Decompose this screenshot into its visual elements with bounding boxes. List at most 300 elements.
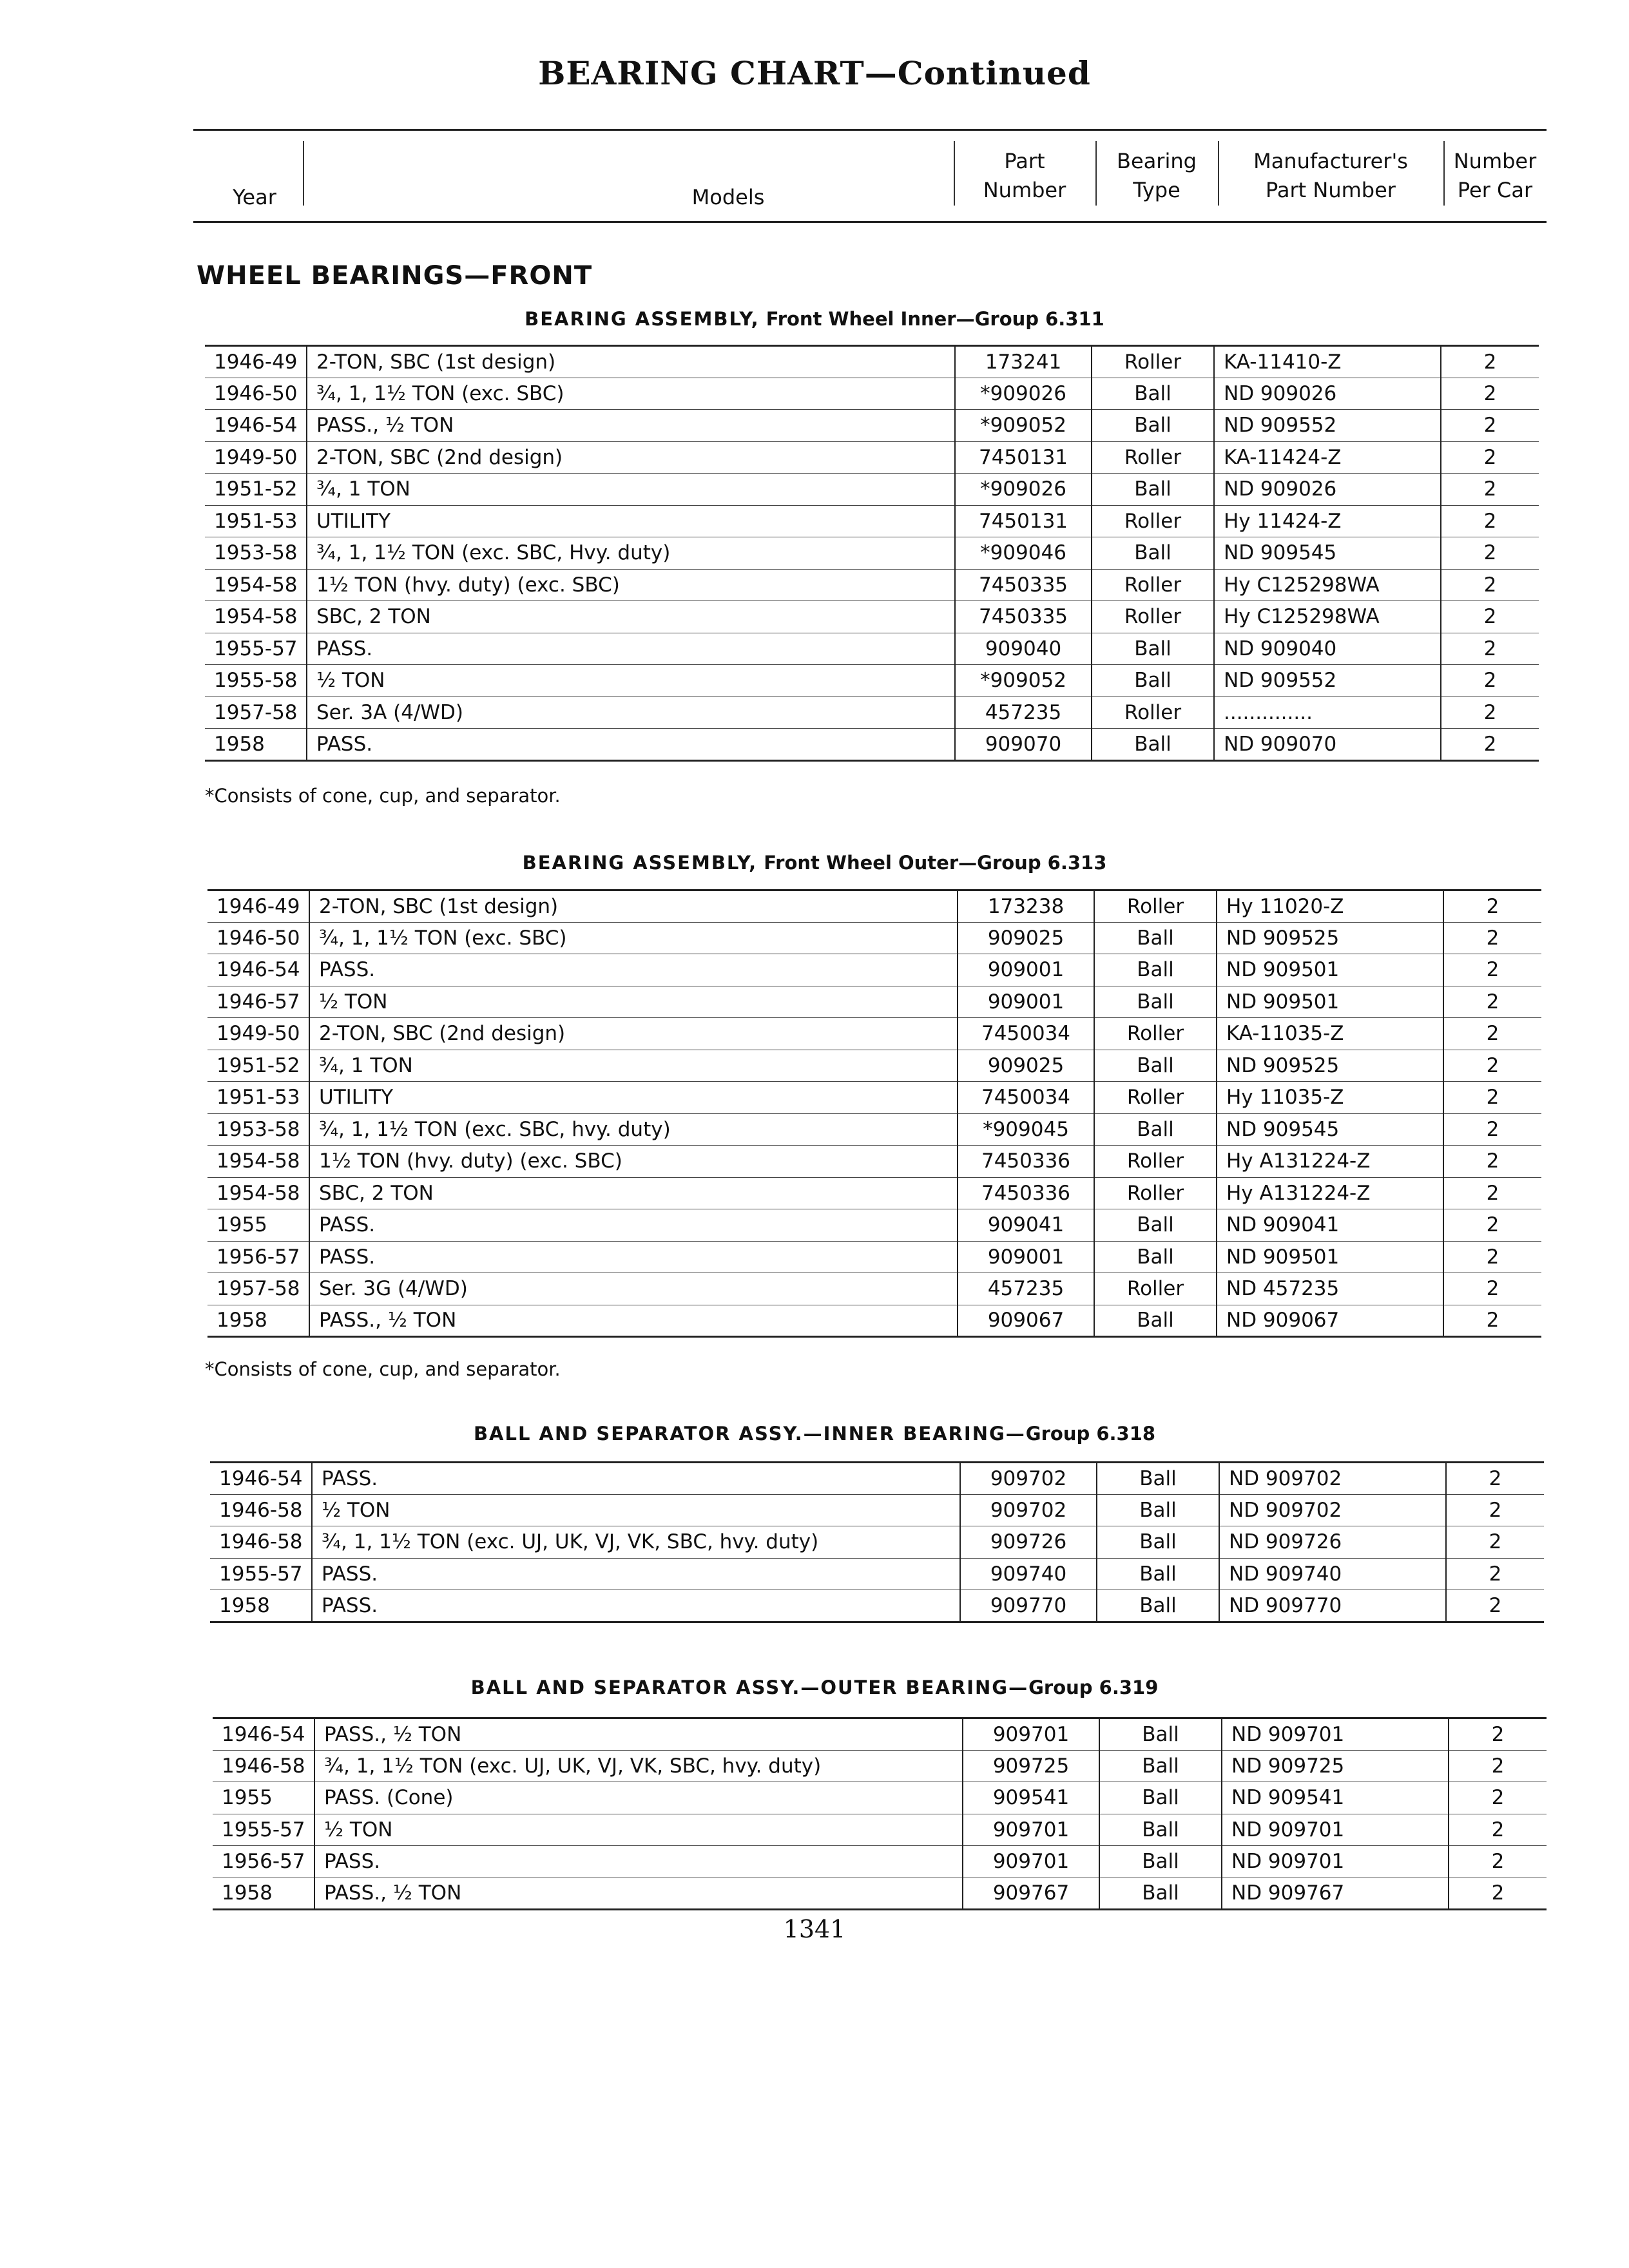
mfr-part-number-cell: ND 909552 (1214, 665, 1441, 697)
bearing-type-cell: Ball (1092, 633, 1214, 665)
number-per-car-cell: 2 (1446, 1463, 1544, 1495)
bearing-type-cell: Ball (1099, 1846, 1222, 1878)
part-number-cell: 909001 (958, 954, 1094, 986)
part-number-cell: *909046 (955, 537, 1092, 570)
number-per-car-cell: 2 (1446, 1558, 1544, 1590)
table-title-outer-ball-separator (0, 1677, 1629, 1698)
table-row (213, 1718, 1547, 1751)
table-row (205, 410, 1539, 442)
table-row (207, 1018, 1541, 1050)
number-per-car-cell: 2 (1443, 1082, 1541, 1114)
number-per-car-cell: 2 (1441, 601, 1539, 633)
year-cell: 1946-57 (207, 986, 309, 1018)
table-row (205, 697, 1539, 729)
model-cell: PASS. (312, 1558, 960, 1590)
part-number-cell: 7450335 (955, 601, 1092, 633)
part-number-cell: 7450034 (958, 1018, 1094, 1050)
year-cell: 1946-49 (207, 890, 309, 923)
table-title-caps: BEARING ASSEMBLY, (522, 852, 758, 874)
model-cell: PASS. (309, 954, 958, 986)
part-number-cell: 7450034 (958, 1082, 1094, 1114)
bearing-type-cell: Ball (1092, 378, 1214, 410)
part-number-cell: 909025 (958, 922, 1094, 954)
year-cell: 1946-50 (205, 378, 307, 410)
mfr-part-number-cell: .............. (1214, 697, 1441, 729)
model-cell: PASS. (307, 729, 955, 761)
model-cell: 1½ TON (hvy. duty) (exc. SBC) (307, 569, 955, 601)
table-title-front-outer (0, 852, 1629, 874)
year-cell: 1957-58 (205, 697, 307, 729)
bearing-type-cell: Roller (1092, 346, 1214, 378)
table-title-caps: BALL AND SEPARATOR ASSY.—INNER BEARING— (473, 1423, 1026, 1445)
number-per-car-cell: 2 (1443, 922, 1541, 954)
table-row (205, 569, 1539, 601)
part-number-cell: 173238 (958, 890, 1094, 923)
table-row (205, 346, 1539, 378)
model-cell: ¾, 1, 1½ TON (exc. SBC, hvy. duty) (309, 1113, 958, 1146)
bearing-type-cell: Ball (1099, 1782, 1222, 1814)
part-number-cell: 909040 (955, 633, 1092, 665)
model-cell: ½ TON (312, 1494, 960, 1526)
header-year: Year (233, 185, 276, 210)
year-cell: 1958 (210, 1590, 312, 1622)
table-row (207, 922, 1541, 954)
year-cell: 1946-58 (210, 1494, 312, 1526)
mfr-part-number-cell: Hy A131224-Z (1217, 1146, 1443, 1178)
mfr-part-number-cell: KA-11424-Z (1214, 441, 1441, 474)
bearing-type-cell: Roller (1094, 1273, 1217, 1305)
year-cell: 1953-58 (205, 537, 307, 570)
year-cell: 1951-53 (205, 505, 307, 537)
part-number-cell: 909701 (963, 1846, 1099, 1878)
bearing-type-cell: Ball (1094, 1113, 1217, 1146)
year-cell: 1946-54 (205, 410, 307, 442)
table-title-front-inner (0, 308, 1629, 330)
header-mfr-line2: Part Number (1266, 178, 1396, 202)
part-number-cell: *909026 (955, 474, 1092, 506)
year-cell: 1954-58 (205, 601, 307, 633)
model-cell: Ser. 3G (4/WD) (309, 1273, 958, 1305)
part-number-cell: 457235 (955, 697, 1092, 729)
part-number-cell: *909026 (955, 378, 1092, 410)
number-per-car-cell: 2 (1446, 1590, 1544, 1622)
number-per-car-cell: 2 (1449, 1718, 1547, 1751)
part-number-cell: 909001 (958, 986, 1094, 1018)
table-row (205, 474, 1539, 506)
model-cell: PASS., ½ TON (314, 1878, 963, 1910)
mfr-part-number-cell: ND 909740 (1219, 1558, 1446, 1590)
model-cell: PASS. (307, 633, 955, 665)
table-row (213, 1846, 1547, 1878)
number-per-car-cell: 2 (1443, 1241, 1541, 1273)
number-per-car-cell: 2 (1443, 1305, 1541, 1337)
page-title: BEARING CHART—Continued (538, 54, 1091, 92)
table-row (210, 1526, 1544, 1559)
model-cell: PASS., ½ TON (314, 1718, 963, 1751)
year-cell: 1946-54 (213, 1718, 314, 1751)
bearing-type-cell: Ball (1092, 474, 1214, 506)
part-number-cell: 909740 (960, 1558, 1097, 1590)
bearing-type-cell: Ball (1094, 986, 1217, 1018)
bearing-type-cell: Ball (1094, 1241, 1217, 1273)
table-row (205, 505, 1539, 537)
bearing-table-inner-ball-separator (210, 1461, 1544, 1623)
mfr-part-number-cell: KA-11035-Z (1217, 1018, 1443, 1050)
model-cell: ½ TON (314, 1814, 963, 1846)
mfr-part-number-cell: Hy C125298WA (1214, 569, 1441, 601)
number-per-car-cell: 2 (1443, 1050, 1541, 1082)
bearing-type-cell: Ball (1094, 954, 1217, 986)
bearing-type-cell: Ball (1097, 1590, 1219, 1622)
table-row (205, 665, 1539, 697)
header-mfr-part-number (1218, 131, 1443, 221)
number-per-car-cell: 2 (1441, 569, 1539, 601)
year-cell: 1946-58 (213, 1750, 314, 1782)
table-title-caps: BEARING ASSEMBLY, (525, 308, 760, 330)
table-title-rest: Group 6.319 (1028, 1677, 1159, 1698)
table-row (205, 633, 1539, 665)
year-cell: 1951-52 (207, 1050, 309, 1082)
part-number-cell: *909052 (955, 410, 1092, 442)
part-number-cell: 909701 (963, 1814, 1099, 1846)
number-per-car-cell: 2 (1441, 633, 1539, 665)
part-number-cell: 7450335 (955, 569, 1092, 601)
table-row (207, 1241, 1541, 1273)
part-number-cell: 909725 (963, 1750, 1099, 1782)
mfr-part-number-cell: ND 909026 (1214, 378, 1441, 410)
mfr-part-number-cell: ND 909726 (1219, 1526, 1446, 1559)
table-row (207, 986, 1541, 1018)
bearing-table-front-outer (207, 889, 1541, 1338)
mfr-part-number-cell: ND 909545 (1214, 537, 1441, 570)
model-cell: SBC, 2 TON (309, 1177, 958, 1209)
table-row (207, 1113, 1541, 1146)
table-row (205, 378, 1539, 410)
mfr-part-number-cell: ND 909040 (1214, 633, 1441, 665)
part-number-cell: *909052 (955, 665, 1092, 697)
header-mfr-line1: Manufacturer's (1253, 149, 1408, 174)
header-part-number-line2: Number (983, 178, 1066, 202)
part-number-cell: 7450131 (955, 441, 1092, 474)
year-cell: 1955-57 (213, 1814, 314, 1846)
table-title-rest: Group 6.318 (1025, 1423, 1156, 1445)
year-cell: 1946-58 (210, 1526, 312, 1559)
mfr-part-number-cell: ND 909701 (1222, 1814, 1449, 1846)
model-cell: ¾, 1, 1½ TON (exc. UJ, UK, VJ, VK, SBC, hvy. duty) (314, 1750, 963, 1782)
bearing-type-cell: Roller (1092, 505, 1214, 537)
mfr-part-number-cell: ND 909702 (1219, 1463, 1446, 1495)
bearing-type-cell: Roller (1094, 1146, 1217, 1178)
mfr-part-number-cell: ND 909701 (1222, 1846, 1449, 1878)
bearing-type-cell: Ball (1094, 1050, 1217, 1082)
model-cell: 2-TON, SBC (1st design) (307, 346, 955, 378)
number-per-car-cell: 2 (1443, 986, 1541, 1018)
model-cell: UTILITY (307, 505, 955, 537)
mfr-part-number-cell: ND 457235 (1217, 1273, 1443, 1305)
model-cell: PASS., ½ TON (309, 1305, 958, 1337)
part-number-cell: 909541 (963, 1782, 1099, 1814)
bearing-type-cell: Ball (1097, 1526, 1219, 1559)
year-cell: 1951-52 (205, 474, 307, 506)
table-row (207, 1273, 1541, 1305)
number-per-car-cell: 2 (1449, 1814, 1547, 1846)
mfr-part-number-cell: ND 909070 (1214, 729, 1441, 761)
table-row (210, 1494, 1544, 1526)
bearing-type-cell: Ball (1094, 1305, 1217, 1337)
table-title-rest: Front Wheel Inner—Group 6.311 (766, 308, 1104, 330)
part-number-cell: 7450336 (958, 1146, 1094, 1178)
table-row (205, 441, 1539, 474)
number-per-car-cell: 2 (1449, 1782, 1547, 1814)
number-per-car-cell: 2 (1443, 1177, 1541, 1209)
footnote: *Consists of cone, cup, and separator. (205, 1358, 561, 1380)
table-row (207, 1177, 1541, 1209)
mfr-part-number-cell: ND 909026 (1214, 474, 1441, 506)
number-per-car-cell: 2 (1441, 505, 1539, 537)
bearing-type-cell: Ball (1099, 1718, 1222, 1751)
number-per-car-cell: 2 (1449, 1878, 1547, 1910)
footnote: *Consists of cone, cup, and separator. (205, 785, 561, 807)
year-cell: 1956-57 (213, 1846, 314, 1878)
table-row (213, 1878, 1547, 1910)
number-per-car-cell: 2 (1441, 378, 1539, 410)
header-bearing-type-line1: Bearing (1117, 149, 1197, 174)
mfr-part-number-cell: ND 909501 (1217, 986, 1443, 1018)
year-cell: 1946-54 (210, 1463, 312, 1495)
bearing-type-cell: Ball (1097, 1463, 1219, 1495)
mfr-part-number-cell: ND 909770 (1219, 1590, 1446, 1622)
mfr-part-number-cell: ND 909525 (1217, 1050, 1443, 1082)
year-cell: 1955 (213, 1782, 314, 1814)
bearing-type-cell: Roller (1094, 1082, 1217, 1114)
mfr-part-number-cell: Hy 11020-Z (1217, 890, 1443, 923)
table-row (213, 1814, 1547, 1846)
model-cell: 1½ TON (hvy. duty) (exc. SBC) (309, 1146, 958, 1178)
bearing-type-cell: Ball (1092, 537, 1214, 570)
bearing-type-cell: Ball (1092, 410, 1214, 442)
bearing-type-cell: Ball (1099, 1814, 1222, 1846)
table-row (207, 1305, 1541, 1337)
number-per-car-cell: 2 (1443, 1273, 1541, 1305)
part-number-cell: 7450336 (958, 1177, 1094, 1209)
model-cell: ¾, 1, 1½ TON (exc. UJ, UK, VJ, VK, SBC, hvy. duty) (312, 1526, 960, 1559)
mfr-part-number-cell: Hy 11424-Z (1214, 505, 1441, 537)
bearing-table-front-inner (205, 345, 1539, 762)
mfr-part-number-cell: ND 909552 (1214, 410, 1441, 442)
part-number-cell: 909770 (960, 1590, 1097, 1622)
year-cell: 1946-49 (205, 346, 307, 378)
column-header (193, 129, 1547, 223)
table-title-caps: BALL AND SEPARATOR ASSY.—OUTER BEARING— (470, 1677, 1029, 1698)
bearing-type-cell: Ball (1097, 1558, 1219, 1590)
year-cell: 1955-57 (210, 1558, 312, 1590)
bearing-type-cell: Roller (1094, 1018, 1217, 1050)
part-number-cell: 909702 (960, 1494, 1097, 1526)
header-part-number (954, 131, 1095, 221)
mfr-part-number-cell: ND 909067 (1217, 1305, 1443, 1337)
bearing-type-cell: Ball (1099, 1878, 1222, 1910)
model-cell: ¾, 1 TON (307, 474, 955, 506)
header-bearing-type (1095, 131, 1218, 221)
mfr-part-number-cell: ND 909525 (1217, 922, 1443, 954)
bearing-type-cell: Ball (1099, 1750, 1222, 1782)
year-cell: 1958 (205, 729, 307, 761)
year-cell: 1951-53 (207, 1082, 309, 1114)
number-per-car-cell: 2 (1441, 410, 1539, 442)
model-cell: PASS. (309, 1241, 958, 1273)
number-per-car-cell: 2 (1441, 697, 1539, 729)
table-row (207, 1146, 1541, 1178)
bearing-type-cell: Roller (1092, 569, 1214, 601)
number-per-car-cell: 2 (1443, 890, 1541, 923)
part-number-cell: 457235 (958, 1273, 1094, 1305)
model-cell: PASS. (Cone) (314, 1782, 963, 1814)
mfr-part-number-cell: ND 909702 (1219, 1494, 1446, 1526)
model-cell: PASS. (309, 1209, 958, 1242)
part-number-cell: *909045 (958, 1113, 1094, 1146)
year-cell: 1956-57 (207, 1241, 309, 1273)
model-cell: ¾, 1 TON (309, 1050, 958, 1082)
model-cell: ¾, 1, 1½ TON (exc. SBC, Hvy. duty) (307, 537, 955, 570)
year-cell: 1955-58 (205, 665, 307, 697)
year-cell: 1955 (207, 1209, 309, 1242)
header-number-line2: Per Car (1457, 178, 1533, 202)
model-cell: SBC, 2 TON (307, 601, 955, 633)
year-cell: 1955-57 (205, 633, 307, 665)
header-bearing-type-line2: Type (1133, 178, 1181, 202)
part-number-cell: 173241 (955, 346, 1092, 378)
part-number-cell: 909041 (958, 1209, 1094, 1242)
mfr-part-number-cell: ND 909545 (1217, 1113, 1443, 1146)
number-per-car-cell: 2 (1441, 729, 1539, 761)
mfr-part-number-cell: Hy A131224-Z (1217, 1177, 1443, 1209)
part-number-cell: 909702 (960, 1463, 1097, 1495)
mfr-part-number-cell: ND 909725 (1222, 1750, 1449, 1782)
model-cell: 2-TON, SBC (2nd design) (309, 1018, 958, 1050)
model-cell: Ser. 3A (4/WD) (307, 697, 955, 729)
part-number-cell: 909067 (958, 1305, 1094, 1337)
table-row (207, 1050, 1541, 1082)
number-per-car-cell: 2 (1449, 1750, 1547, 1782)
table-row (207, 954, 1541, 986)
part-number-cell: 909726 (960, 1526, 1097, 1559)
number-per-car-cell: 2 (1446, 1494, 1544, 1526)
number-per-car-cell: 2 (1443, 1146, 1541, 1178)
table-row (205, 729, 1539, 761)
model-cell: PASS. (312, 1590, 960, 1622)
number-per-car-cell: 2 (1446, 1526, 1544, 1559)
table-row (213, 1750, 1547, 1782)
bearing-table-outer-ball-separator (213, 1717, 1547, 1910)
table-row (207, 1082, 1541, 1114)
bearing-type-cell: Ball (1097, 1494, 1219, 1526)
model-cell: 2-TON, SBC (2nd design) (307, 441, 955, 474)
year-cell: 1954-58 (205, 569, 307, 601)
year-cell: 1954-58 (207, 1177, 309, 1209)
table-row (205, 601, 1539, 633)
year-cell: 1957-58 (207, 1273, 309, 1305)
table-row (213, 1782, 1547, 1814)
year-cell: 1946-50 (207, 922, 309, 954)
year-cell: 1949-50 (205, 441, 307, 474)
bearing-type-cell: Ball (1094, 922, 1217, 954)
bearing-type-cell: Roller (1092, 601, 1214, 633)
number-per-car-cell: 2 (1441, 665, 1539, 697)
table-title-inner-ball-separator (0, 1423, 1629, 1445)
bearing-type-cell: Roller (1092, 697, 1214, 729)
year-cell: 1949-50 (207, 1018, 309, 1050)
part-number-cell: 909767 (963, 1878, 1099, 1910)
bearing-type-cell: Ball (1092, 665, 1214, 697)
year-cell: 1954-58 (207, 1146, 309, 1178)
mfr-part-number-cell: ND 909767 (1222, 1878, 1449, 1910)
mfr-part-number-cell: ND 909501 (1217, 1241, 1443, 1273)
number-per-car-cell: 2 (1443, 1209, 1541, 1242)
mfr-part-number-cell: ND 909501 (1217, 954, 1443, 986)
table-row (207, 890, 1541, 923)
year-cell: 1958 (207, 1305, 309, 1337)
header-models: Models (691, 185, 765, 210)
model-cell: PASS. (314, 1846, 963, 1878)
number-per-car-cell: 2 (1449, 1846, 1547, 1878)
part-number-cell: 7450131 (955, 505, 1092, 537)
header-part-number-line1: Part (1004, 149, 1045, 174)
part-number-cell: 909025 (958, 1050, 1094, 1082)
part-number-cell: 909070 (955, 729, 1092, 761)
section-title: WHEEL BEARINGS—FRONT (197, 261, 593, 291)
header-number-line1: Number (1453, 149, 1537, 174)
table-title-rest: Front Wheel Outer—Group 6.313 (764, 852, 1107, 874)
number-per-car-cell: 2 (1441, 474, 1539, 506)
mfr-part-number-cell: KA-11410-Z (1214, 346, 1441, 378)
header-number-per-car (1443, 131, 1547, 221)
model-cell: ½ TON (309, 986, 958, 1018)
bearing-type-cell: Ball (1092, 729, 1214, 761)
page-number: 1341 (783, 1915, 846, 1943)
table-row (210, 1590, 1544, 1622)
number-per-car-cell: 2 (1441, 441, 1539, 474)
bearing-type-cell: Roller (1094, 1177, 1217, 1209)
year-cell: 1958 (213, 1878, 314, 1910)
part-number-cell: 909701 (963, 1718, 1099, 1751)
mfr-part-number-cell: Hy 11035-Z (1217, 1082, 1443, 1114)
table-row (210, 1463, 1544, 1495)
number-per-car-cell: 2 (1441, 346, 1539, 378)
number-per-car-cell: 2 (1443, 954, 1541, 986)
table-row (207, 1209, 1541, 1242)
year-cell: 1953-58 (207, 1113, 309, 1146)
model-cell: ½ TON (307, 665, 955, 697)
number-per-car-cell: 2 (1441, 537, 1539, 570)
model-cell: ¾, 1, 1½ TON (exc. SBC) (309, 922, 958, 954)
mfr-part-number-cell: Hy C125298WA (1214, 601, 1441, 633)
part-number-cell: 909001 (958, 1241, 1094, 1273)
number-per-car-cell: 2 (1443, 1018, 1541, 1050)
bearing-type-cell: Roller (1094, 890, 1217, 923)
model-cell: ¾, 1, 1½ TON (exc. SBC) (307, 378, 955, 410)
model-cell: PASS., ½ TON (307, 410, 955, 442)
model-cell: 2-TON, SBC (1st design) (309, 890, 958, 923)
model-cell: UTILITY (309, 1082, 958, 1114)
mfr-part-number-cell: ND 909541 (1222, 1782, 1449, 1814)
mfr-part-number-cell: ND 909701 (1222, 1718, 1449, 1751)
mfr-part-number-cell: ND 909041 (1217, 1209, 1443, 1242)
table-row (210, 1558, 1544, 1590)
model-cell: PASS. (312, 1463, 960, 1495)
bearing-type-cell: Roller (1092, 441, 1214, 474)
number-per-car-cell: 2 (1443, 1113, 1541, 1146)
bearing-type-cell: Ball (1094, 1209, 1217, 1242)
